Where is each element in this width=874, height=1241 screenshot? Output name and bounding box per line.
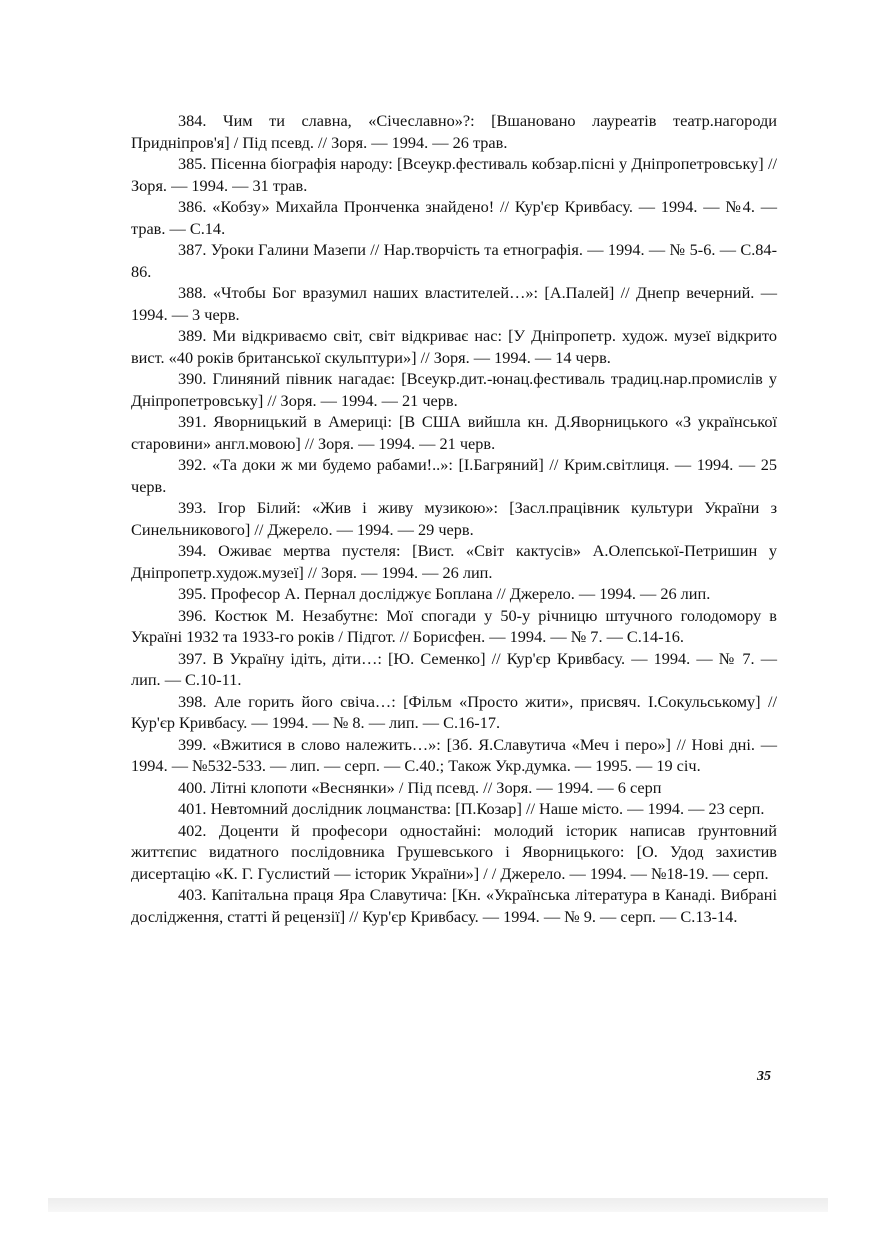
entry-395: 395. Професор А. Пернал досліджує Боплана // Джерело. — 1994. — 26 лип.: [178, 584, 711, 603]
entry-396: 396. Костюк М. Незабутнє: Мої спогади у 50-у річницю штучного голодомору в Україні 1932 та 1933-го років / Підгот. // Борисфен. — 1994. — № 7. — С.14-16.: [131, 605, 777, 646]
entry-391: 391. Яворницький в Америці: [В США вийшла кн. Д.Яворницького «З української старовини» англ.мовою] // Зоря. — 1994. — 21 черв.: [131, 412, 777, 453]
entry-398: 398. Але горить його свіча…: [Фільм «Просто жити», присвяч. І.Сокульському] // Кур'єр Кривбасу. — 1994. — № 8. — лип. — С.16-17.: [131, 691, 777, 732]
entry-401: 401. Невтомний дослідник лоцманства: [П.Козар] // Наше місто. — 1994. — 23 серп.: [178, 799, 765, 818]
entry-386: 386. «Кобзу» Михайла Пронченка знайдено! // Кур'єр Кривбасу. — 1994. — №4. — трав. — С.14.: [131, 197, 777, 238]
entry-390: 390. Глиняний півник нагадає: [Всеукр.дит.-юнац.фестиваль традиц.нар.промислів у Дніпропетровську] // Зоря. — 1994. — 21 черв.: [131, 369, 777, 410]
entry-385: 385. Пісенна біографія народу: [Всеукр.фестиваль кобзар.пісні у Дніпропетровську] // Зоря. — 1994. — 31 трав.: [131, 154, 777, 195]
entry-388: 388. «Чтобы Бог вразумил наших властителей…»: [А.Палей] // Днепр вечерний. — 1994. — 3 черв.: [131, 283, 777, 324]
entry-403: 403. Капітальна праця Яра Славутича: [Кн. «Українська література в Канаді. Вибрані дослідження, статті й рецензії] // Кур'єр Кривбасу. — 1994. — № 9. — серп. — С.13-14.: [131, 885, 777, 926]
page-number: 35: [757, 1069, 771, 1084]
entry-394: 394. Оживає мертва пустеля: [Вист. «Світ кактусів» А.Олепської-Петришин у Дніпропетр.худож.музеї] // Зоря. — 1994. — 26 лип.: [131, 541, 777, 582]
entry-392: 392. «Та доки ж ми будемо рабами!..»: [І.Багряний] // Крим.світлиця. — 1994. — 25 черв.: [131, 455, 777, 496]
entry-387: 387. Уроки Галини Мазепи // Нар.творчість та етнографія. — 1994. — № 5-6. — С.84-86.: [131, 240, 777, 281]
entry-389: 389. Ми відкриваємо світ, світ відкриває нас: [У Дніпропетр. худож. музеї відкрито вист. «40 років британської скульптури»] // Зоря. — 1994. — 14 черв.: [131, 326, 777, 367]
entry-384: 384. Чим ти славна, «Січеславно»?: [Вшановано лауреатів театр.нагороди Придніпров'я] / Під псевд. // Зоря. — 1994. — 26 трав.: [131, 111, 777, 152]
entry-400: 400. Літні клопоти «Веснянки» / Під псевд. // Зоря. — 1994. — 6 серп: [178, 777, 662, 797]
scan-edge-shadow: [48, 1198, 828, 1212]
entry-399: 399. «Вжитися в слово належить…»: [Зб. Я.Славутича «Меч і перо»] // Нові дні. — 1994. — №532-533. — лип. — серп. — С.40.; Також Укр.думка. — 1995. — 19 січ.: [131, 734, 777, 775]
entry-397: 397. В Україну ідіть, діти…: [Ю. Семенко] // Кур'єр Кривбасу. — 1994. — № 7. — лип. — С.10-11.: [131, 648, 777, 689]
entry-402: 402. Доценти й професори одностайні: молодий історик написав ґрунтовний життєпис видатного послідовника Грушевського і Яворницького: [О. Удод захистив дисертацію «К. Г. Гуслистий — історик України»] / / Джерело. — 1994. — №18-19. — серп.: [131, 820, 777, 883]
entry-393: 393. Ігор Білий: «Жив і живу музикою»: [Засл.працівник культури України з Синельникового] // Джерело. — 1994. — 29 черв.: [131, 498, 777, 539]
bibliography-list: [131, 110, 777, 927]
